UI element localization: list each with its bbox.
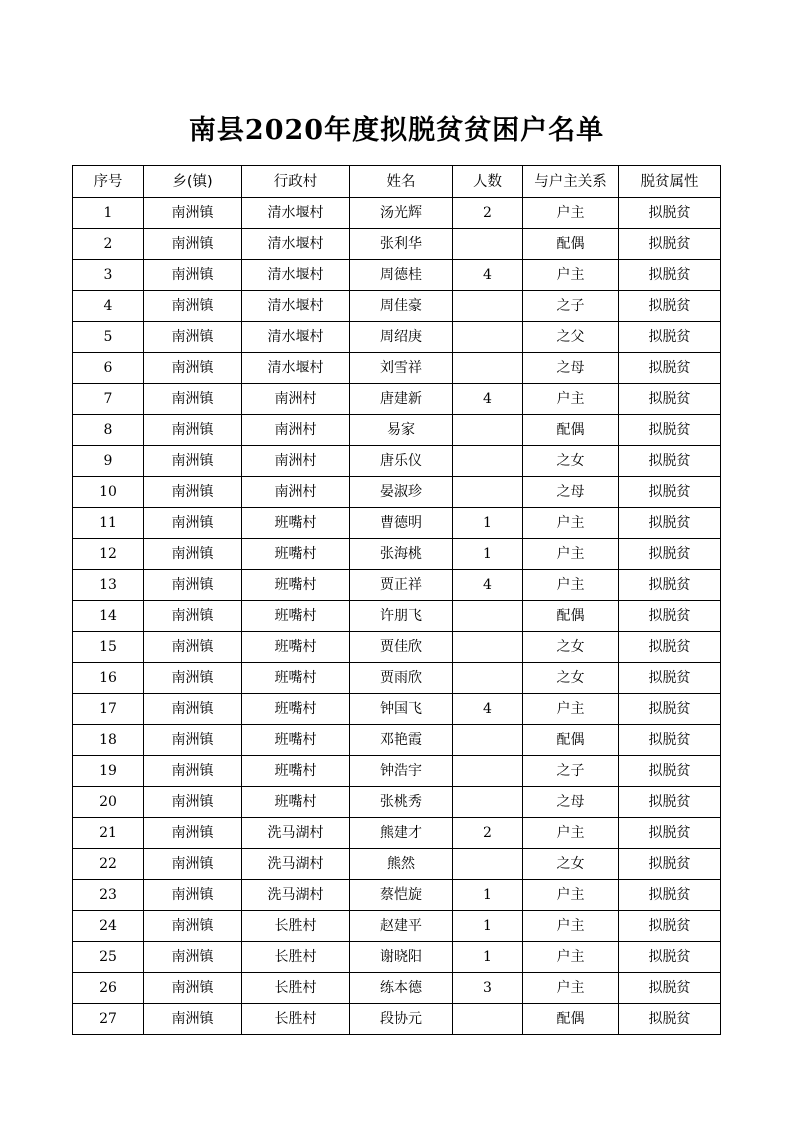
cell-count <box>453 663 523 694</box>
table-row <box>73 322 721 353</box>
cell-name: 汤光辉 <box>350 198 453 229</box>
cell-count <box>453 291 523 322</box>
cell-index: 19 <box>73 756 144 787</box>
cell-name: 周佳豪 <box>350 291 453 322</box>
cell-count <box>453 415 523 446</box>
cell-index: 9 <box>73 446 144 477</box>
cell-name: 曹德明 <box>350 508 453 539</box>
column-header-relation: 与户主关系 <box>523 166 619 198</box>
cell-count: 3 <box>453 973 523 1004</box>
cell-township: 南洲镇 <box>144 880 242 911</box>
cell-status: 拟脱贫 <box>619 446 721 477</box>
cell-village: 长胜村 <box>242 1004 350 1035</box>
table-row <box>73 663 721 694</box>
cell-village: 洗马湖村 <box>242 880 350 911</box>
table-row <box>73 415 721 446</box>
table-row <box>73 508 721 539</box>
cell-count <box>453 725 523 756</box>
cell-village: 洗马湖村 <box>242 818 350 849</box>
table-row <box>73 725 721 756</box>
table-header-row <box>73 166 721 198</box>
cell-relation: 之母 <box>523 477 619 508</box>
cell-name: 蔡恺旋 <box>350 880 453 911</box>
cell-name: 唐建新 <box>350 384 453 415</box>
cell-village: 长胜村 <box>242 942 350 973</box>
cell-count <box>453 601 523 632</box>
cell-township: 南洲镇 <box>144 601 242 632</box>
cell-index: 21 <box>73 818 144 849</box>
cell-relation: 户主 <box>523 942 619 973</box>
cell-status: 拟脱贫 <box>619 291 721 322</box>
column-header-township: 乡(镇) <box>144 166 242 198</box>
cell-relation: 户主 <box>523 818 619 849</box>
cell-village: 南洲村 <box>242 384 350 415</box>
cell-index: 15 <box>73 632 144 663</box>
cell-count <box>453 632 523 663</box>
cell-status: 拟脱贫 <box>619 601 721 632</box>
cell-name: 张海桃 <box>350 539 453 570</box>
table-row <box>73 911 721 942</box>
cell-village: 长胜村 <box>242 973 350 1004</box>
cell-name: 周德桂 <box>350 260 453 291</box>
cell-name: 贾佳欣 <box>350 632 453 663</box>
cell-township: 南洲镇 <box>144 353 242 384</box>
cell-township: 南洲镇 <box>144 539 242 570</box>
table-row <box>73 446 721 477</box>
cell-township: 南洲镇 <box>144 632 242 663</box>
cell-relation: 户主 <box>523 911 619 942</box>
cell-village: 南洲村 <box>242 477 350 508</box>
cell-status: 拟脱贫 <box>619 694 721 725</box>
cell-village: 班嘴村 <box>242 539 350 570</box>
cell-count <box>453 322 523 353</box>
cell-count <box>453 787 523 818</box>
cell-village: 班嘴村 <box>242 756 350 787</box>
cell-name: 张利华 <box>350 229 453 260</box>
cell-count: 1 <box>453 911 523 942</box>
cell-relation: 户主 <box>523 973 619 1004</box>
cell-relation: 之父 <box>523 322 619 353</box>
cell-name: 钟国飞 <box>350 694 453 725</box>
cell-township: 南洲镇 <box>144 508 242 539</box>
cell-status: 拟脱贫 <box>619 198 721 229</box>
cell-township: 南洲镇 <box>144 911 242 942</box>
cell-township: 南洲镇 <box>144 260 242 291</box>
table-row <box>73 384 721 415</box>
cell-village: 清水堰村 <box>242 229 350 260</box>
table-row <box>73 818 721 849</box>
cell-township: 南洲镇 <box>144 322 242 353</box>
cell-name: 许朋飞 <box>350 601 453 632</box>
cell-status: 拟脱贫 <box>619 1004 721 1035</box>
cell-status: 拟脱贫 <box>619 663 721 694</box>
cell-count <box>453 446 523 477</box>
cell-relation: 之母 <box>523 787 619 818</box>
table-row <box>73 694 721 725</box>
cell-name: 张桃秀 <box>350 787 453 818</box>
cell-index: 25 <box>73 942 144 973</box>
cell-count: 1 <box>453 880 523 911</box>
cell-township: 南洲镇 <box>144 291 242 322</box>
cell-relation: 之女 <box>523 663 619 694</box>
cell-township: 南洲镇 <box>144 663 242 694</box>
cell-township: 南洲镇 <box>144 818 242 849</box>
table-row <box>73 353 721 384</box>
cell-status: 拟脱贫 <box>619 849 721 880</box>
cell-relation: 配偶 <box>523 415 619 446</box>
cell-relation: 户主 <box>523 198 619 229</box>
cell-count: 4 <box>453 570 523 601</box>
cell-count: 4 <box>453 384 523 415</box>
table-row <box>73 632 721 663</box>
column-header-count: 人数 <box>453 166 523 198</box>
cell-township: 南洲镇 <box>144 477 242 508</box>
cell-township: 南洲镇 <box>144 198 242 229</box>
table-row <box>73 1004 721 1035</box>
cell-name: 钟浩宇 <box>350 756 453 787</box>
cell-status: 拟脱贫 <box>619 260 721 291</box>
cell-relation: 户主 <box>523 570 619 601</box>
cell-name: 唐乐仪 <box>350 446 453 477</box>
cell-count <box>453 849 523 880</box>
column-header-name: 姓名 <box>350 166 453 198</box>
cell-township: 南洲镇 <box>144 756 242 787</box>
cell-count: 2 <box>453 818 523 849</box>
cell-relation: 户主 <box>523 384 619 415</box>
column-header-village: 行政村 <box>242 166 350 198</box>
cell-village: 南洲村 <box>242 446 350 477</box>
cell-village: 班嘴村 <box>242 787 350 818</box>
cell-name: 贾正祥 <box>350 570 453 601</box>
cell-relation: 之母 <box>523 353 619 384</box>
cell-township: 南洲镇 <box>144 570 242 601</box>
cell-count <box>453 1004 523 1035</box>
table-row <box>73 601 721 632</box>
cell-status: 拟脱贫 <box>619 632 721 663</box>
cell-township: 南洲镇 <box>144 1004 242 1035</box>
cell-name: 易家 <box>350 415 453 446</box>
cell-name: 谢晓阳 <box>350 942 453 973</box>
cell-status: 拟脱贫 <box>619 415 721 446</box>
table-row <box>73 849 721 880</box>
table-row <box>73 260 721 291</box>
cell-index: 7 <box>73 384 144 415</box>
table-row <box>73 756 721 787</box>
cell-relation: 配偶 <box>523 601 619 632</box>
cell-index: 5 <box>73 322 144 353</box>
cell-index: 22 <box>73 849 144 880</box>
cell-name: 赵建平 <box>350 911 453 942</box>
cell-status: 拟脱贫 <box>619 942 721 973</box>
cell-index: 11 <box>73 508 144 539</box>
cell-status: 拟脱贫 <box>619 725 721 756</box>
cell-index: 17 <box>73 694 144 725</box>
cell-relation: 配偶 <box>523 1004 619 1035</box>
cell-relation: 户主 <box>523 260 619 291</box>
cell-name: 熊建才 <box>350 818 453 849</box>
poverty-household-table <box>72 165 721 1035</box>
cell-index: 6 <box>73 353 144 384</box>
cell-village: 班嘴村 <box>242 601 350 632</box>
cell-village: 长胜村 <box>242 911 350 942</box>
cell-village: 班嘴村 <box>242 694 350 725</box>
cell-village: 清水堰村 <box>242 260 350 291</box>
cell-relation: 户主 <box>523 508 619 539</box>
cell-status: 拟脱贫 <box>619 353 721 384</box>
cell-name: 邓艳霞 <box>350 725 453 756</box>
table-row <box>73 291 721 322</box>
cell-status: 拟脱贫 <box>619 229 721 260</box>
cell-village: 班嘴村 <box>242 632 350 663</box>
cell-township: 南洲镇 <box>144 849 242 880</box>
page-title: 南县2020年度拟脱贫贫困户名单 <box>188 115 605 146</box>
table-row <box>73 973 721 1004</box>
cell-index: 3 <box>73 260 144 291</box>
table-row <box>73 229 721 260</box>
table-row <box>73 942 721 973</box>
cell-count <box>453 229 523 260</box>
cell-status: 拟脱贫 <box>619 539 721 570</box>
cell-village: 清水堰村 <box>242 198 350 229</box>
cell-relation: 配偶 <box>523 229 619 260</box>
cell-count: 4 <box>453 260 523 291</box>
cell-name: 贾雨欣 <box>350 663 453 694</box>
cell-status: 拟脱贫 <box>619 973 721 1004</box>
cell-village: 班嘴村 <box>242 570 350 601</box>
cell-relation: 户主 <box>523 539 619 570</box>
cell-index: 16 <box>73 663 144 694</box>
table-row <box>73 198 721 229</box>
column-header-status: 脱贫属性 <box>619 166 721 198</box>
cell-count <box>453 353 523 384</box>
cell-count: 1 <box>453 539 523 570</box>
cell-index: 8 <box>73 415 144 446</box>
cell-township: 南洲镇 <box>144 725 242 756</box>
cell-township: 南洲镇 <box>144 942 242 973</box>
cell-township: 南洲镇 <box>144 446 242 477</box>
cell-relation: 户主 <box>523 880 619 911</box>
cell-index: 18 <box>73 725 144 756</box>
table-row <box>73 880 721 911</box>
cell-count <box>453 477 523 508</box>
cell-index: 13 <box>73 570 144 601</box>
cell-index: 10 <box>73 477 144 508</box>
cell-index: 23 <box>73 880 144 911</box>
column-header-index: 序号 <box>73 166 144 198</box>
cell-name: 熊然 <box>350 849 453 880</box>
cell-index: 26 <box>73 973 144 1004</box>
cell-count: 2 <box>453 198 523 229</box>
table-row <box>73 787 721 818</box>
cell-name: 段协元 <box>350 1004 453 1035</box>
cell-count: 1 <box>453 508 523 539</box>
cell-relation: 之子 <box>523 756 619 787</box>
cell-index: 1 <box>73 198 144 229</box>
cell-village: 清水堰村 <box>242 353 350 384</box>
cell-count <box>453 756 523 787</box>
cell-village: 班嘴村 <box>242 663 350 694</box>
cell-relation: 之女 <box>523 849 619 880</box>
cell-name: 刘雪祥 <box>350 353 453 384</box>
cell-status: 拟脱贫 <box>619 322 721 353</box>
cell-township: 南洲镇 <box>144 787 242 818</box>
cell-village: 班嘴村 <box>242 725 350 756</box>
table-row <box>73 477 721 508</box>
table-body <box>73 198 721 1035</box>
cell-relation: 之子 <box>523 291 619 322</box>
cell-index: 4 <box>73 291 144 322</box>
cell-index: 2 <box>73 229 144 260</box>
cell-township: 南洲镇 <box>144 973 242 1004</box>
cell-village: 南洲村 <box>242 415 350 446</box>
cell-name: 周绍庚 <box>350 322 453 353</box>
cell-relation: 之女 <box>523 632 619 663</box>
cell-status: 拟脱贫 <box>619 787 721 818</box>
cell-relation: 户主 <box>523 694 619 725</box>
cell-index: 14 <box>73 601 144 632</box>
cell-index: 27 <box>73 1004 144 1035</box>
table-row <box>73 570 721 601</box>
cell-village: 班嘴村 <box>242 508 350 539</box>
table-row <box>73 539 721 570</box>
cell-status: 拟脱贫 <box>619 570 721 601</box>
cell-status: 拟脱贫 <box>619 818 721 849</box>
cell-name: 练本德 <box>350 973 453 1004</box>
cell-status: 拟脱贫 <box>619 911 721 942</box>
cell-name: 晏淑珍 <box>350 477 453 508</box>
cell-relation: 之女 <box>523 446 619 477</box>
cell-index: 20 <box>73 787 144 818</box>
cell-status: 拟脱贫 <box>619 880 721 911</box>
cell-count: 4 <box>453 694 523 725</box>
cell-count: 1 <box>453 942 523 973</box>
cell-index: 12 <box>73 539 144 570</box>
cell-village: 清水堰村 <box>242 322 350 353</box>
cell-status: 拟脱贫 <box>619 477 721 508</box>
cell-status: 拟脱贫 <box>619 756 721 787</box>
cell-township: 南洲镇 <box>144 694 242 725</box>
cell-township: 南洲镇 <box>144 415 242 446</box>
cell-status: 拟脱贫 <box>619 384 721 415</box>
cell-relation: 配偶 <box>523 725 619 756</box>
cell-index: 24 <box>73 911 144 942</box>
cell-township: 南洲镇 <box>144 384 242 415</box>
cell-township: 南洲镇 <box>144 229 242 260</box>
cell-village: 清水堰村 <box>242 291 350 322</box>
cell-status: 拟脱贫 <box>619 508 721 539</box>
cell-village: 洗马湖村 <box>242 849 350 880</box>
